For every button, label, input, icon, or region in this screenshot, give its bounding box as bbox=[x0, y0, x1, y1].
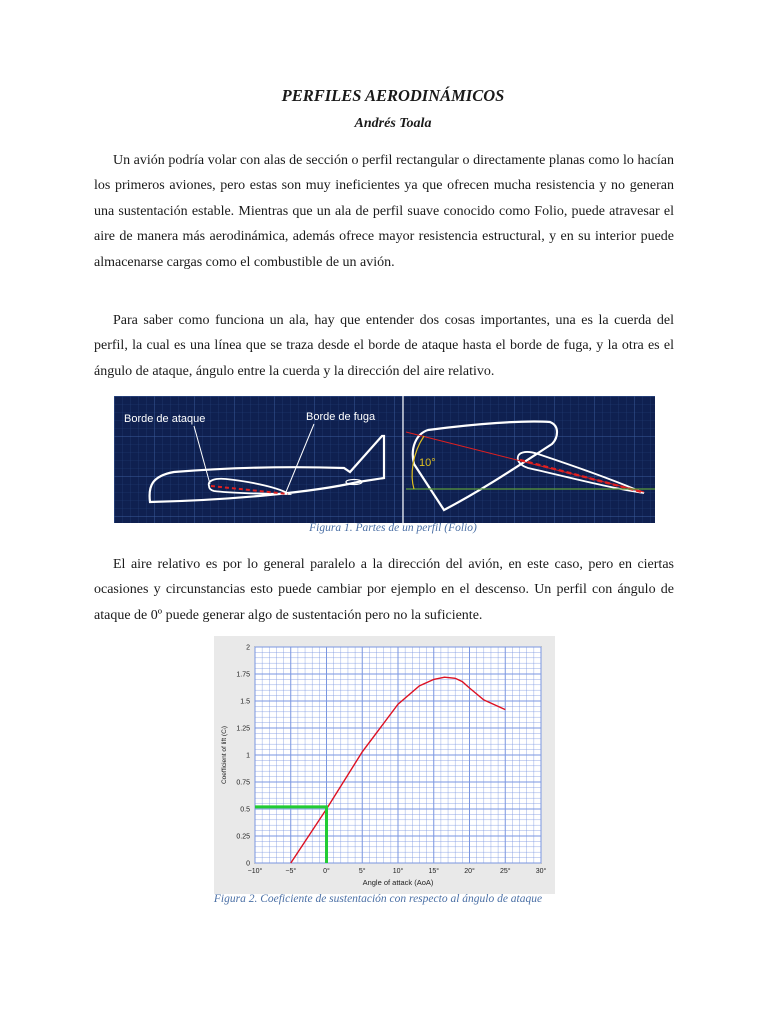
chart-x-tick-label: 0° bbox=[323, 868, 330, 875]
paragraph-2: Para saber como funciona un ala, hay que entender dos cosas importantes, una es la cuerda del perfil, la cual es una línea que se traza desde el borde de ataque hasta el borde de fuga, y la otra es el ángulo de ataque, ángulo entre la cuerda y la dirección del aire relativo. bbox=[94, 313, 674, 379]
chart-y-tick-label: 0.5 bbox=[240, 806, 250, 814]
chart-x-tick-label: 30° bbox=[535, 868, 547, 875]
chart-y-tick-label: 1 bbox=[246, 752, 250, 760]
angle-of-attack-label: 10° bbox=[419, 457, 436, 469]
chart-y-tick-label: 0 bbox=[246, 860, 250, 868]
chart-y-tick-label: 0.25 bbox=[236, 833, 250, 841]
chart-x-tick-label: 20° bbox=[464, 868, 475, 875]
label-trailing-edge: Borde de fuga bbox=[306, 411, 376, 423]
chart-y-tick-label: 1.75 bbox=[236, 671, 250, 679]
chart-y-tick-label: 0.75 bbox=[236, 779, 250, 787]
label-leading-edge: Borde de ataque bbox=[124, 413, 206, 425]
figure-2-caption: Figura 2. Coeficiente de sustentación con respecto al ángulo de ataque bbox=[213, 893, 543, 905]
chart-y-tick-label: 1.5 bbox=[240, 698, 250, 706]
chart-x-tick-label: 10° bbox=[392, 868, 404, 875]
chart-x-tick-label: 25° bbox=[499, 868, 511, 875]
figure-2-lift-chart bbox=[214, 636, 555, 894]
chart-x-tick-label: −10° bbox=[247, 868, 263, 875]
chart-x-tick-label: 15° bbox=[428, 868, 440, 875]
figure-1-airfoil-diagram bbox=[114, 396, 655, 523]
document-title: PERFILES AERODINÁMICOS bbox=[281, 86, 505, 105]
chart-y-tick-label: 1.25 bbox=[236, 725, 250, 733]
chart-x-tick-label: 5° bbox=[358, 868, 366, 875]
document-author: Andrés Toala bbox=[354, 116, 432, 131]
chart-x-tick-label: −5° bbox=[285, 868, 297, 875]
paragraph-3: El aire relativo es por lo general paralelo a la dirección del avión, en este caso, pero en ciertas ocasiones y circunstancias esto puede cambiar por ejemplo en el descenso. Un perfil con ángulo de ataque de 0º puede generar algo de sustentación pero no la suficiente. bbox=[94, 557, 674, 623]
figure-1-caption: Figura 1. Partes de un perfil (Folio) bbox=[309, 522, 477, 534]
chart-x-axis-label: Angle of attack (AoA) bbox=[362, 878, 434, 887]
chart-y-tick-label: 2 bbox=[246, 644, 250, 652]
paragraph-1: Un avión podría volar con alas de sección o perfil rectangular o directamente planas como lo hacían los primeros aviones, pero estas son muy ineficientes ya que ofrecen mucha resistencia y no generan una sustentación estable. Mientras que un ala de perfil suave conocido como Folio, puede atravesar el aire de manera más aerodinámica, además ofrece mayor resistencia estructural, y en su interior puede almacenarse cargas como el combustible de un avión. bbox=[94, 153, 674, 270]
chart-y-axis-label: Coefficient of lift (Cₗ) bbox=[221, 725, 228, 785]
